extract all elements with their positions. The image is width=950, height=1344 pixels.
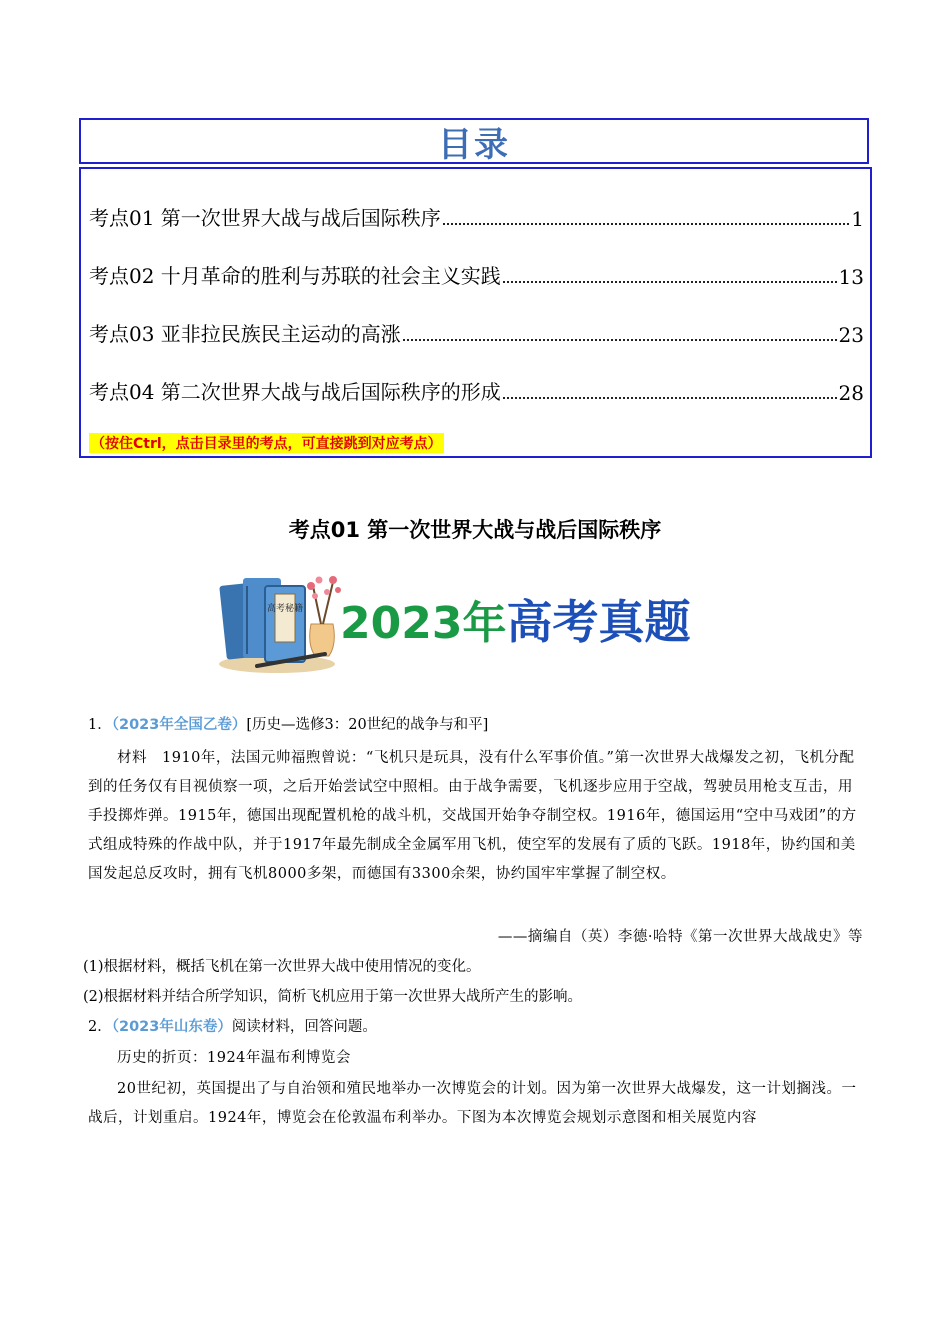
toc-entry-page: 23: [838, 323, 864, 347]
section-title: 考点01 第一次世界大战与战后国际秩序: [288, 518, 662, 542]
toc-leader-dots: [403, 338, 837, 341]
toc-leader-dots: [503, 396, 837, 399]
toc-entry-title: 考点04 第二次世界大战与战后国际秩序的形成: [89, 380, 501, 404]
books-illustration-icon: [215, 566, 345, 676]
question-2-body: 20世纪初，英国提出了与自治领和殖民地举办一次博览会的计划。因为第一次世界大战爆发，这一计划搁浅。一战后，计划重启。1924年，博览会在伦敦温布利举办。下图为本次博览会规划示意图和相关展览内容: [88, 1081, 857, 1126]
toc-entry-title: 考点01 第一次世界大战与战后国际秩序: [89, 206, 441, 230]
toc-entry-title: 考点03 亚非拉民族民主运动的高涨: [89, 322, 401, 346]
toc-box: [79, 167, 872, 458]
question-1-sub-2: (2)根据材料并结合所学知识，简析飞机应用于第一次世界大战所产生的影响。: [83, 989, 583, 1005]
toc-leader-dots: [443, 222, 849, 225]
toc-entry-page: 28: [838, 381, 864, 405]
toc-title: 目录: [438, 124, 510, 165]
toc-title-box: [79, 118, 869, 164]
question-1-header: [88, 711, 863, 740]
toc-entry-title: 考点02 十月革命的胜利与苏联的社会主义实践: [89, 264, 501, 288]
question-2-subtitle: 历史的折页：1924年温布利博览会: [117, 1050, 351, 1066]
toc-leader-dots: [503, 280, 837, 283]
question-source: （2023年全国乙卷）: [111, 717, 247, 733]
question-1-citation: ——摘编自（英）李德·哈特《第一次世界大战战史》等: [497, 929, 863, 945]
question-1-material: 材料 1910年，法国元帅福煦曾说：“飞机只是玩具，没有什么军事价值。”第一次世界大战爆发之初，飞机分配到的任务仅有目视侦察一项，之后开始尝试空中照相。由于战争需要，飞机逐步应用于空战，驾驶员用枪支互击，用手投掷炸弹。1915年，德国出现配置机枪的战斗机，交战国开始争夺制空权。1916年，德国运用“空中马戏团”的方式组成特殊的作战中队，并于1917年最先制成全金属军用飞机，使空军的发展有了质的飞跃。1918年，协约国和美国发起总反攻时，拥有飞机8000多架，而德国有3300余架，协约国牢牢掌握了制空权。: [88, 750, 857, 882]
banner-heading: [340, 586, 690, 652]
toc-entry-1[interactable]: [89, 201, 864, 231]
toc-entry-page: 13: [838, 265, 864, 289]
question-number: 2．: [88, 1019, 112, 1035]
toc-entry-page: 1: [851, 207, 864, 231]
toc-entry-3[interactable]: [89, 317, 864, 347]
question-number: 1．: [88, 717, 112, 733]
book-label: 高考秘籍: [266, 604, 304, 614]
question-1-sub-1: (1)根据材料，概括飞机在第一次世界大战中使用情况的变化。: [83, 959, 481, 975]
question-intro: 阅读材料，回答问题。: [231, 1019, 377, 1035]
toc-entry-2[interactable]: [89, 259, 864, 289]
exam-banner: [215, 566, 735, 676]
question-2-header: [88, 1013, 863, 1042]
toc-entry-4[interactable]: [89, 375, 864, 405]
banner-year: 2023年: [340, 598, 507, 649]
question-source: （2023年山东卷）: [111, 1019, 232, 1035]
banner-title: 高考真题: [506, 595, 691, 649]
toc-hint: （按住Ctrl，点击目录里的考点，可直接跳到对应考点）: [89, 433, 444, 453]
question-topic: [历史—选修3：20世纪的战争与和平]: [246, 717, 489, 733]
